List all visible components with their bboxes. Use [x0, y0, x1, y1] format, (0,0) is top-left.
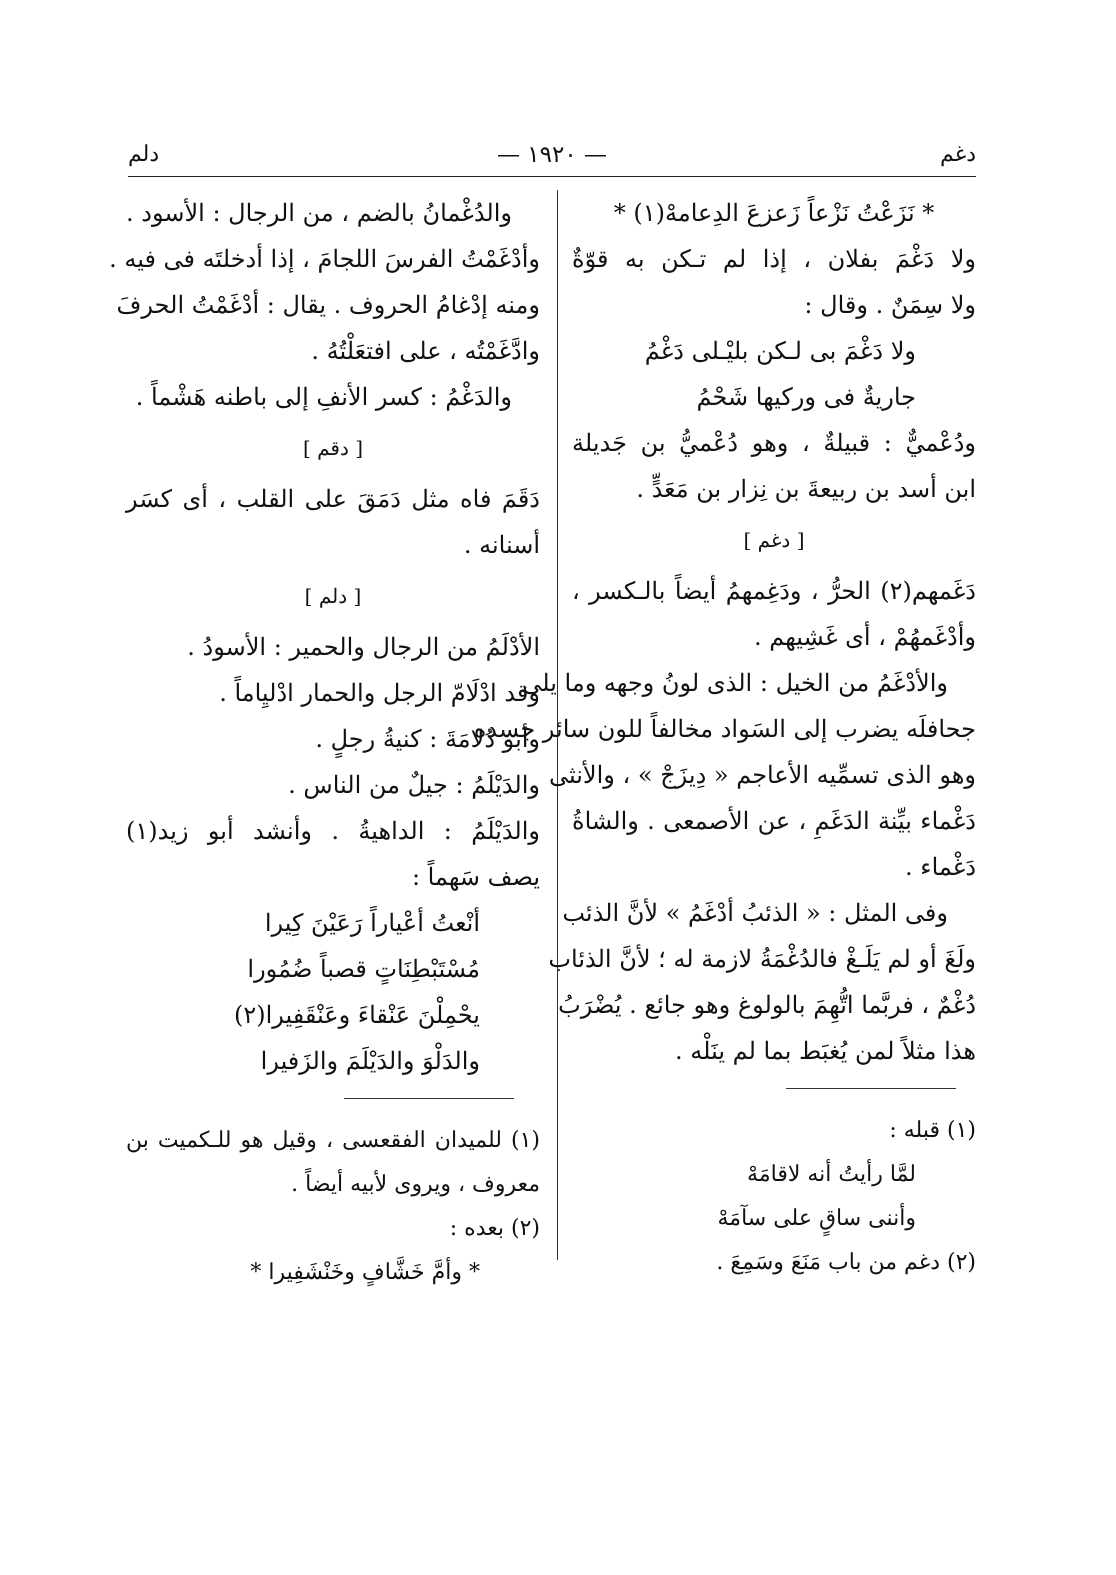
text-line: والأدْغَمُ من الخيل : الذى لونُ وجهه وما يلى	[522, 669, 948, 697]
text-line: ولا دَغْمَ بفلان ، إذا لم تـكن به قوّةٌ	[572, 245, 976, 273]
text-line: دَغَمهم(٢) الحرُّ ، ودَغِمهمُ أيضاً بالـكسر ،	[572, 577, 976, 605]
text-line: دَغْماء بيِّنة الدَغَمِ ، عن الأصمعى . والشاةُ	[572, 807, 976, 835]
text-line: وفى المثل : « الذئبُ أدْغَمُ » لأنَّ الذئب	[562, 899, 948, 927]
footnote-line: (١) قبله :	[889, 1118, 976, 1143]
page-number: — ١٩٢٠ —	[496, 142, 608, 168]
text-line: والدُغْمانُ بالضم ، من الرجال : الأسود .	[126, 199, 512, 227]
text-line: والدَغْمُ : كسر الأنفِ إلى باطنه هَشْماً .	[135, 383, 512, 411]
text-line: والدَيْلَمُ : جيلٌ من الناس .	[288, 771, 540, 799]
text-line: أسنانه .	[463, 531, 540, 559]
footnote-line: (٢) بعده :	[449, 1216, 540, 1241]
text-line: وقد ادْلَامّ الرجل والحمار ادْليِاماً .	[219, 679, 540, 707]
header-root-word-left: دلم	[128, 142, 160, 167]
footnote-separator	[786, 1088, 956, 1091]
text-line: وأبو دُلامَةَ : كنيةُ رجلٍ .	[315, 725, 540, 753]
text-line: دَقَمَ فاه مثل دَمَقَ على القلب ، أى كسَر	[126, 485, 540, 513]
verse-line: يحْمِلْنَ عَنْقاءَ وعَنْقَفِيرا(٢)	[233, 1001, 480, 1029]
text-line: ومنه إدْغامُ الحروف . يقال : أدْغَمْتُ الحرفَ	[116, 291, 540, 319]
verse-line: ولا دَغْمَ بى لـكن بليْـلى دَغْمُ	[644, 337, 916, 365]
page-header	[128, 140, 976, 177]
text-line: جحافلَه يضرب إلى السَواد مخالفاً للون سائر جسده	[473, 715, 976, 743]
footnote-line: (١) للميدان الفقعسى ، وقيل هو للـكميت بن	[126, 1128, 540, 1153]
footnote-separator	[344, 1098, 514, 1101]
footnote-verse: * وأمَّ خَشَّافٍ وخَنْشَفِيرا *	[250, 1260, 480, 1285]
footnote-line: معروف ، ويروى لأبيه أيضاً .	[291, 1172, 540, 1197]
text-line: وهو الذى تسمِّيه الأعاجم « دِيزَجْ » ، والأنثى	[549, 761, 976, 789]
text-line: دُغْمٌ ، فربَّما اتُّهِمَ بالولوغ وهو جائع . يُضْرَبُ	[558, 991, 976, 1019]
text-line: وأدْغَمْتُ الفرسَ اللجامَ ، إذا أدخلتَه فى فيه .	[109, 245, 540, 273]
verse-line: أنْعتُ أعْياراً رَعَيْنَ كِيرا	[264, 909, 480, 937]
text-line: هذا مثلاً لمن يُغبَط بما لم ينَلْه .	[675, 1037, 976, 1065]
left-column	[109, 190, 540, 1295]
entry-heading: [ دقم ]	[302, 436, 364, 460]
header-root-word-right: دغم	[940, 142, 976, 167]
text-line: الأدْلَمُ من الرجال والحمير : الأسودُ .	[187, 633, 540, 661]
entry-heading: [ دلم ]	[304, 584, 362, 608]
text-line: ودُعْميٌّ : قبيلةٌ ، وهو دُعْميُّ بن جَديلة	[572, 429, 976, 457]
entry-heading: [ دغم ]	[743, 528, 805, 552]
footnote-verse: وأننى ساقٍ على سآمَهْ	[717, 1206, 916, 1231]
footnote-verse: لمَّا رأيتُ أنه لاقامَهْ	[747, 1162, 916, 1187]
text-line: يصف سَهماً :	[411, 863, 540, 891]
text-line: وأدْغَمهُمْ ، أى غَشِيهم .	[754, 623, 976, 651]
verse-line: جاريةٌ فى وركيها شَحْمُ	[696, 383, 916, 411]
verse-line: والدَلْوَ والدَيْلَمَ والزَفيرا	[260, 1047, 480, 1075]
text-line: * نَزَعْتُ نَزْعاً زَعزعَ الدِعامهْ(١) *	[613, 199, 935, 227]
verse-line: مُسْتَبْطِنَاتٍ قصباً ضُمُورا	[247, 955, 480, 983]
text-line: ولَغَ أو لم يَلَـغْ فالدُغْمَةُ لازمة له ؛ لأنَّ الذئاب	[548, 945, 976, 973]
footnote-line: (٢) دغم من باب مَنَعَ وسَمِعَ .	[716, 1250, 976, 1275]
text-line: والدَيْلَمُ : الداهيةُ . وأنشد أبو زيد(١)	[126, 817, 540, 845]
text-line: ابن أسد بن ربيعةَ بن نِزار بن مَعَدٍّ .	[636, 475, 976, 503]
text-line: ولا سِمَنٌ . وقال :	[804, 291, 976, 319]
text-line: وادَّغَمْتُه ، على افتعَلْتُهُ .	[311, 337, 540, 365]
text-line: دَغْماء .	[905, 853, 976, 881]
